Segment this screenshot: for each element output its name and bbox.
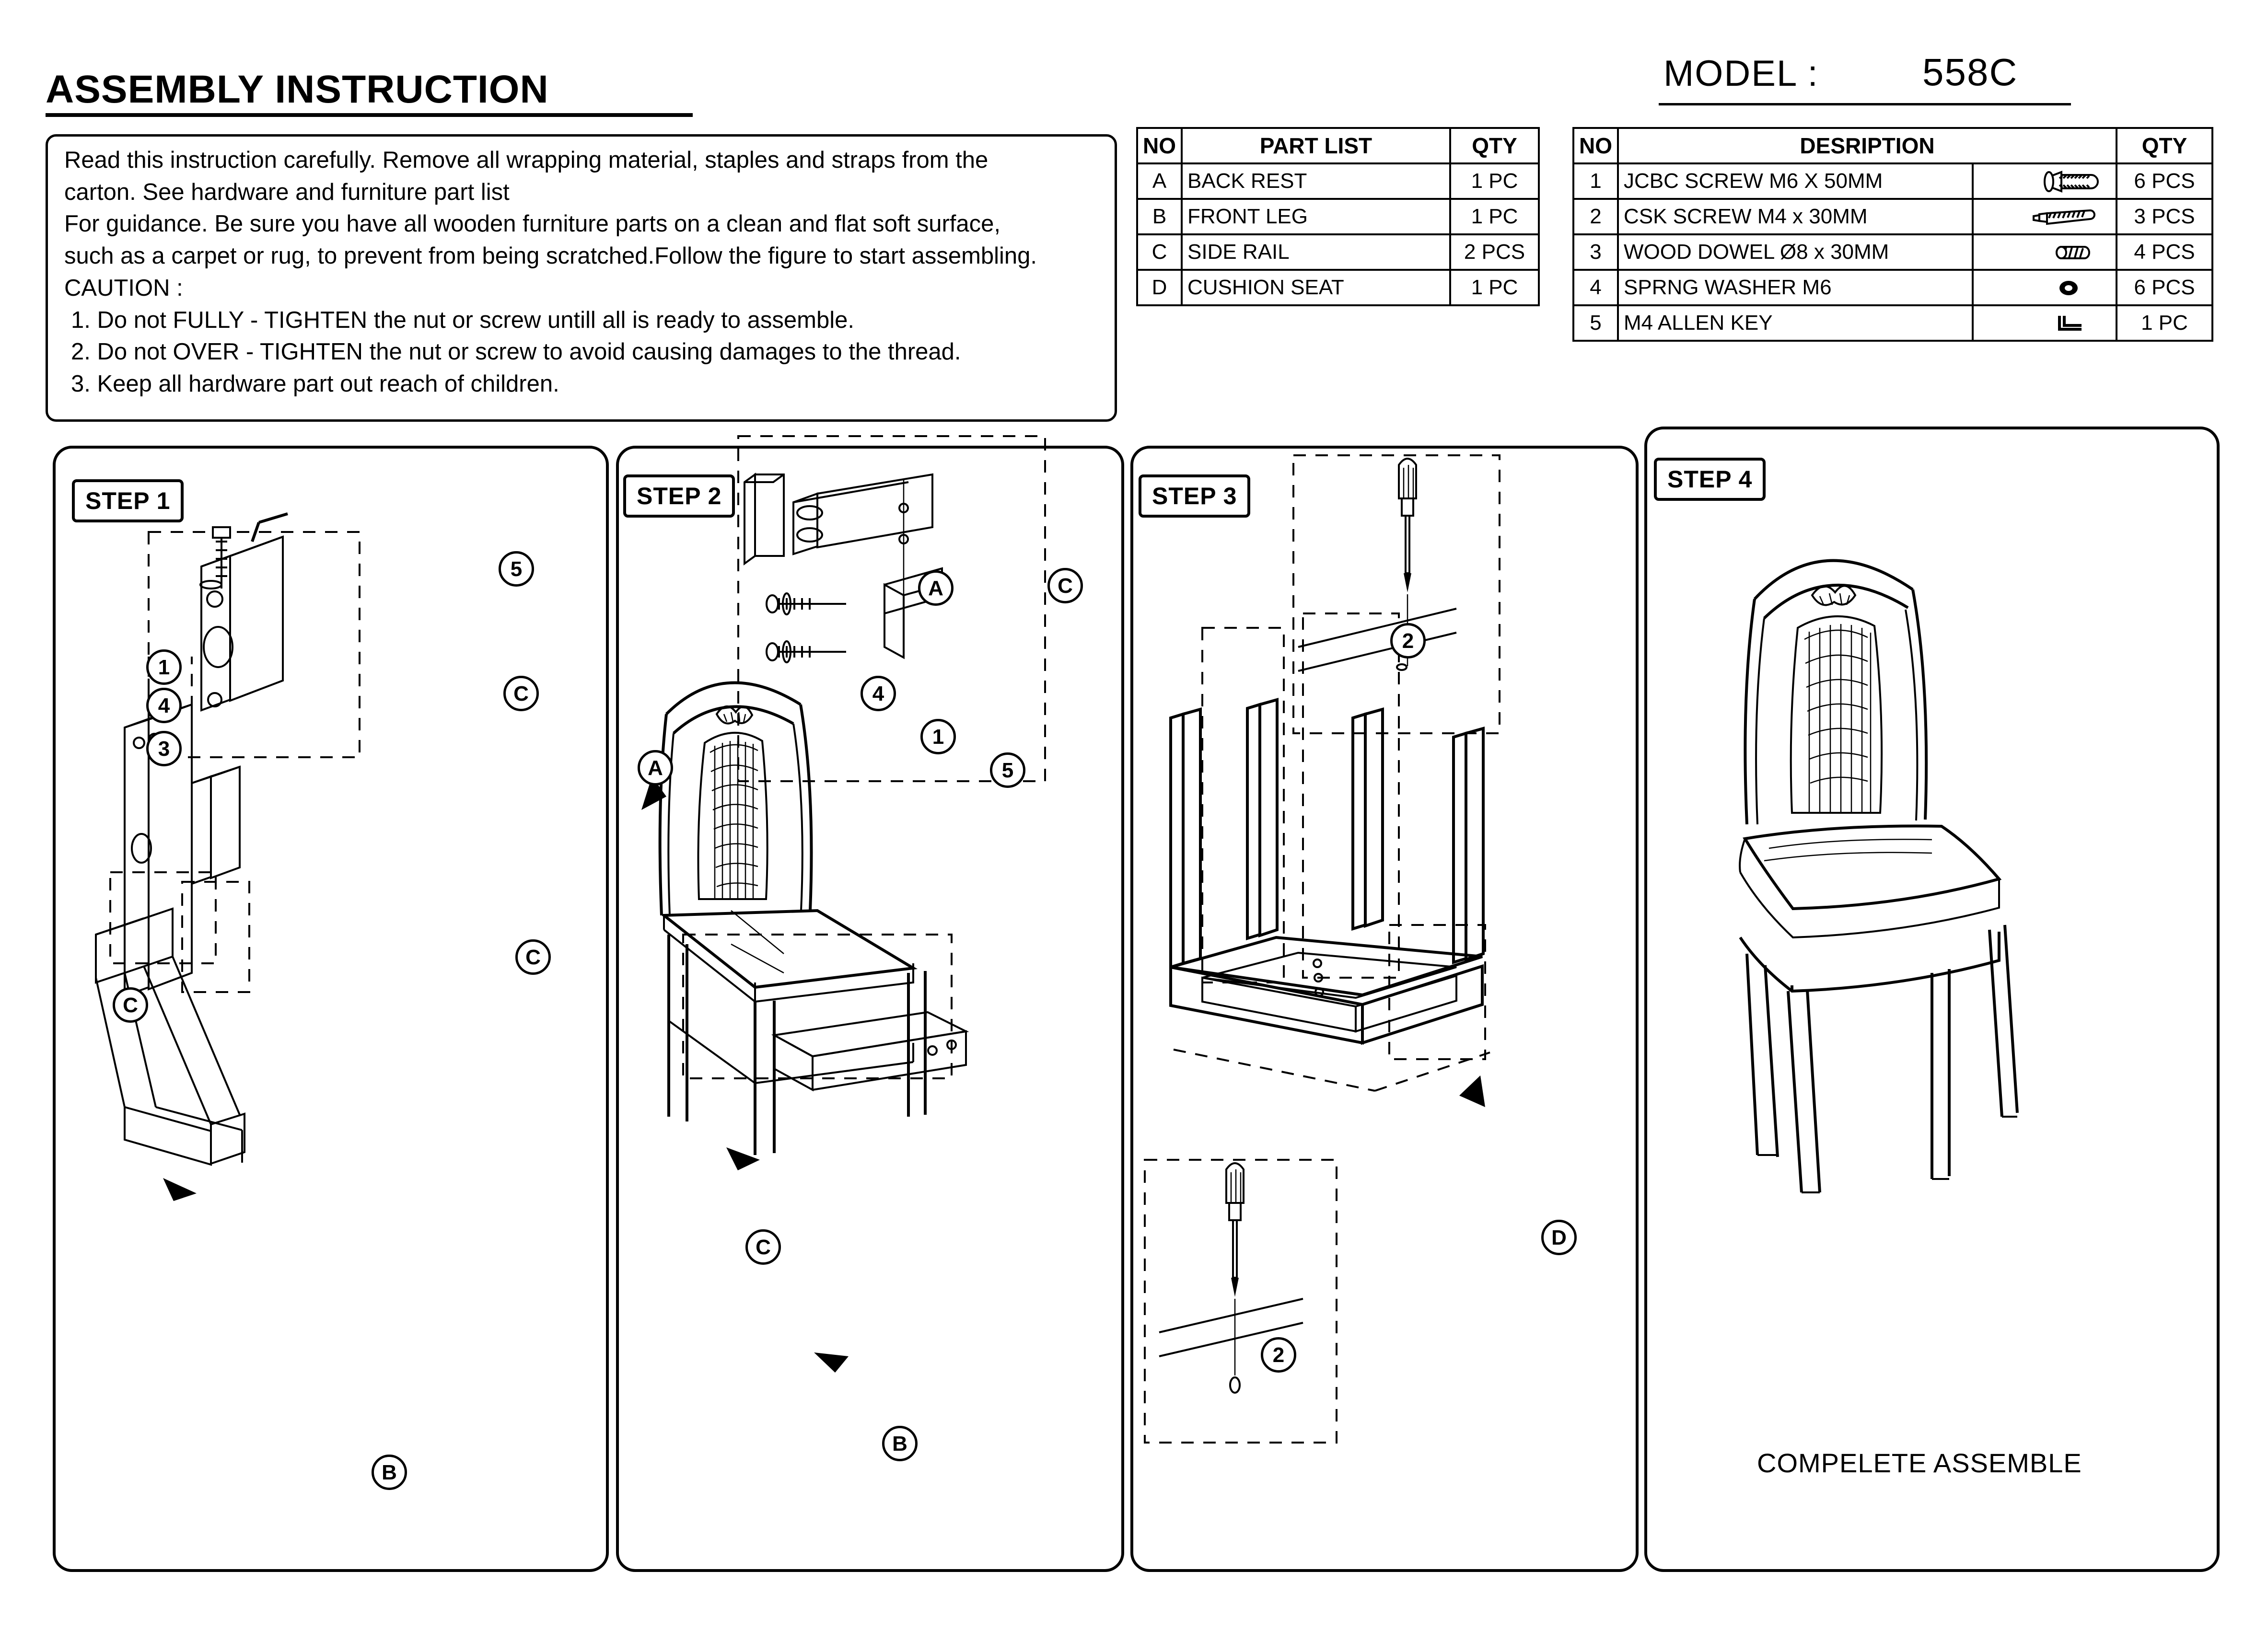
step-4-badge: STEP 4 xyxy=(1654,458,1766,501)
intro-line: Read this instruction carefully. Remove all wrapping material, staples and straps from the xyxy=(64,147,989,173)
hardware-no: 5 xyxy=(1573,305,1618,341)
callout-c: C xyxy=(1047,568,1083,603)
table-row xyxy=(1137,270,1539,305)
model-label: MODEL : xyxy=(1663,53,1819,94)
table-row xyxy=(1137,234,1539,270)
caution-heading: CAUTION : xyxy=(64,275,183,301)
part-no: A xyxy=(1137,163,1182,199)
hardware-no: 1 xyxy=(1573,163,1618,199)
table-header-row xyxy=(1137,128,1539,163)
complete-assemble-caption: COMPELETE ASSEMBLE xyxy=(1757,1448,2082,1478)
col-header-no: NO xyxy=(1573,128,1618,163)
part-qty: 1 PC xyxy=(1450,199,1539,234)
callout-5: 5 xyxy=(990,752,1025,788)
callout-c: C xyxy=(745,1229,781,1265)
wood-dowel-icon xyxy=(1973,234,2117,270)
part-name: CUSHION SEAT xyxy=(1182,270,1450,305)
col-header-no: NO xyxy=(1137,128,1182,163)
allen-key-icon xyxy=(1973,305,2117,341)
table-row xyxy=(1573,305,2212,341)
title-underline xyxy=(46,113,693,117)
instruction-text-box xyxy=(46,134,1117,422)
callout-b: B xyxy=(882,1426,918,1461)
table-row xyxy=(1573,199,2212,234)
col-header-description: DESRIPTION xyxy=(1618,128,2117,163)
part-name: FRONT LEG xyxy=(1182,199,1450,234)
part-qty: 2 PCS xyxy=(1450,234,1539,270)
hardware-qty: 6 PCS xyxy=(2117,270,2212,305)
caution-item: 2. Do not OVER - TIGHTEN the nut or screw to avoid causing damages to the thread. xyxy=(71,339,961,365)
part-qty: 1 PC xyxy=(1450,270,1539,305)
callout-b: B xyxy=(372,1455,407,1490)
callout-1: 1 xyxy=(920,719,956,754)
callout-4: 4 xyxy=(861,676,896,711)
part-no: B xyxy=(1137,199,1182,234)
step-1-badge: STEP 1 xyxy=(72,479,184,522)
hardware-qty: 3 PCS xyxy=(2117,199,2212,234)
step-2-badge: STEP 2 xyxy=(623,474,735,518)
table-row xyxy=(1573,234,2212,270)
hardware-name: JCBC SCREW M6 X 50MM xyxy=(1618,163,1973,199)
step-3-badge: STEP 3 xyxy=(1139,474,1250,518)
part-list-table xyxy=(1136,127,1540,306)
callout-2: 2 xyxy=(1261,1337,1296,1373)
hardware-list-table xyxy=(1572,127,2213,342)
model-value: 558C xyxy=(1922,51,2018,93)
hex-bolt-icon xyxy=(1973,163,2117,199)
intro-line: For guidance. Be sure you have all wooden furniture parts on a clean and flat soft surface, xyxy=(64,211,1000,237)
intro-line: carton. See hardware and furniture part list xyxy=(64,179,510,205)
spring-washer-icon xyxy=(1973,270,2117,305)
caution-item: 1. Do not FULLY - TIGHTEN the nut or screw untill all is ready to assemble. xyxy=(71,307,854,333)
model-underline xyxy=(1659,103,2071,105)
col-header-qty: QTY xyxy=(1450,128,1539,163)
table-row xyxy=(1573,163,2212,199)
part-no: C xyxy=(1137,234,1182,270)
callout-c: C xyxy=(515,939,551,975)
table-header-row xyxy=(1573,128,2212,163)
callout-3: 3 xyxy=(146,731,182,766)
callout-c: C xyxy=(503,676,539,711)
callout-a: A xyxy=(638,750,673,786)
page-title: ASSEMBLY INSTRUCTION xyxy=(46,68,549,111)
step-4-diagram xyxy=(1644,427,2220,1572)
table-row xyxy=(1137,199,1539,234)
callout-2: 2 xyxy=(1390,623,1426,659)
hardware-name: SPRNG WASHER M6 xyxy=(1618,270,1973,305)
intro-line: such as a carpet or rug, to prevent from being scratched.Follow the figure to start assembling. xyxy=(64,243,1037,269)
hardware-no: 2 xyxy=(1573,199,1618,234)
hardware-no: 4 xyxy=(1573,270,1618,305)
part-qty: 1 PC xyxy=(1450,163,1539,199)
callout-4: 4 xyxy=(146,688,182,723)
hardware-qty: 6 PCS xyxy=(2117,163,2212,199)
caution-item: 3. Keep all hardware part out reach of children. xyxy=(71,371,559,397)
part-no: D xyxy=(1137,270,1182,305)
countersunk-screw-icon xyxy=(1973,199,2117,234)
callout-1: 1 xyxy=(146,649,182,685)
col-header-part: PART LIST xyxy=(1182,128,1450,163)
hardware-name: M4 ALLEN KEY xyxy=(1618,305,1973,341)
table-row xyxy=(1573,270,2212,305)
part-name: SIDE RAIL xyxy=(1182,234,1450,270)
hardware-qty: 4 PCS xyxy=(2117,234,2212,270)
callout-5: 5 xyxy=(499,551,534,587)
hardware-qty: 1 PC xyxy=(2117,305,2212,341)
step-2-diagram xyxy=(616,446,1124,1572)
hardware-name: CSK SCREW M4 x 30MM xyxy=(1618,199,1973,234)
hardware-no: 3 xyxy=(1573,234,1618,270)
table-row xyxy=(1137,163,1539,199)
col-header-qty: QTY xyxy=(2117,128,2212,163)
callout-d: D xyxy=(1541,1220,1577,1255)
callout-a: A xyxy=(918,570,954,606)
hardware-name: WOOD DOWEL Ø8 x 30MM xyxy=(1618,234,1973,270)
part-name: BACK REST xyxy=(1182,163,1450,199)
callout-c: C xyxy=(113,987,148,1023)
step-3-diagram xyxy=(1130,446,1639,1572)
